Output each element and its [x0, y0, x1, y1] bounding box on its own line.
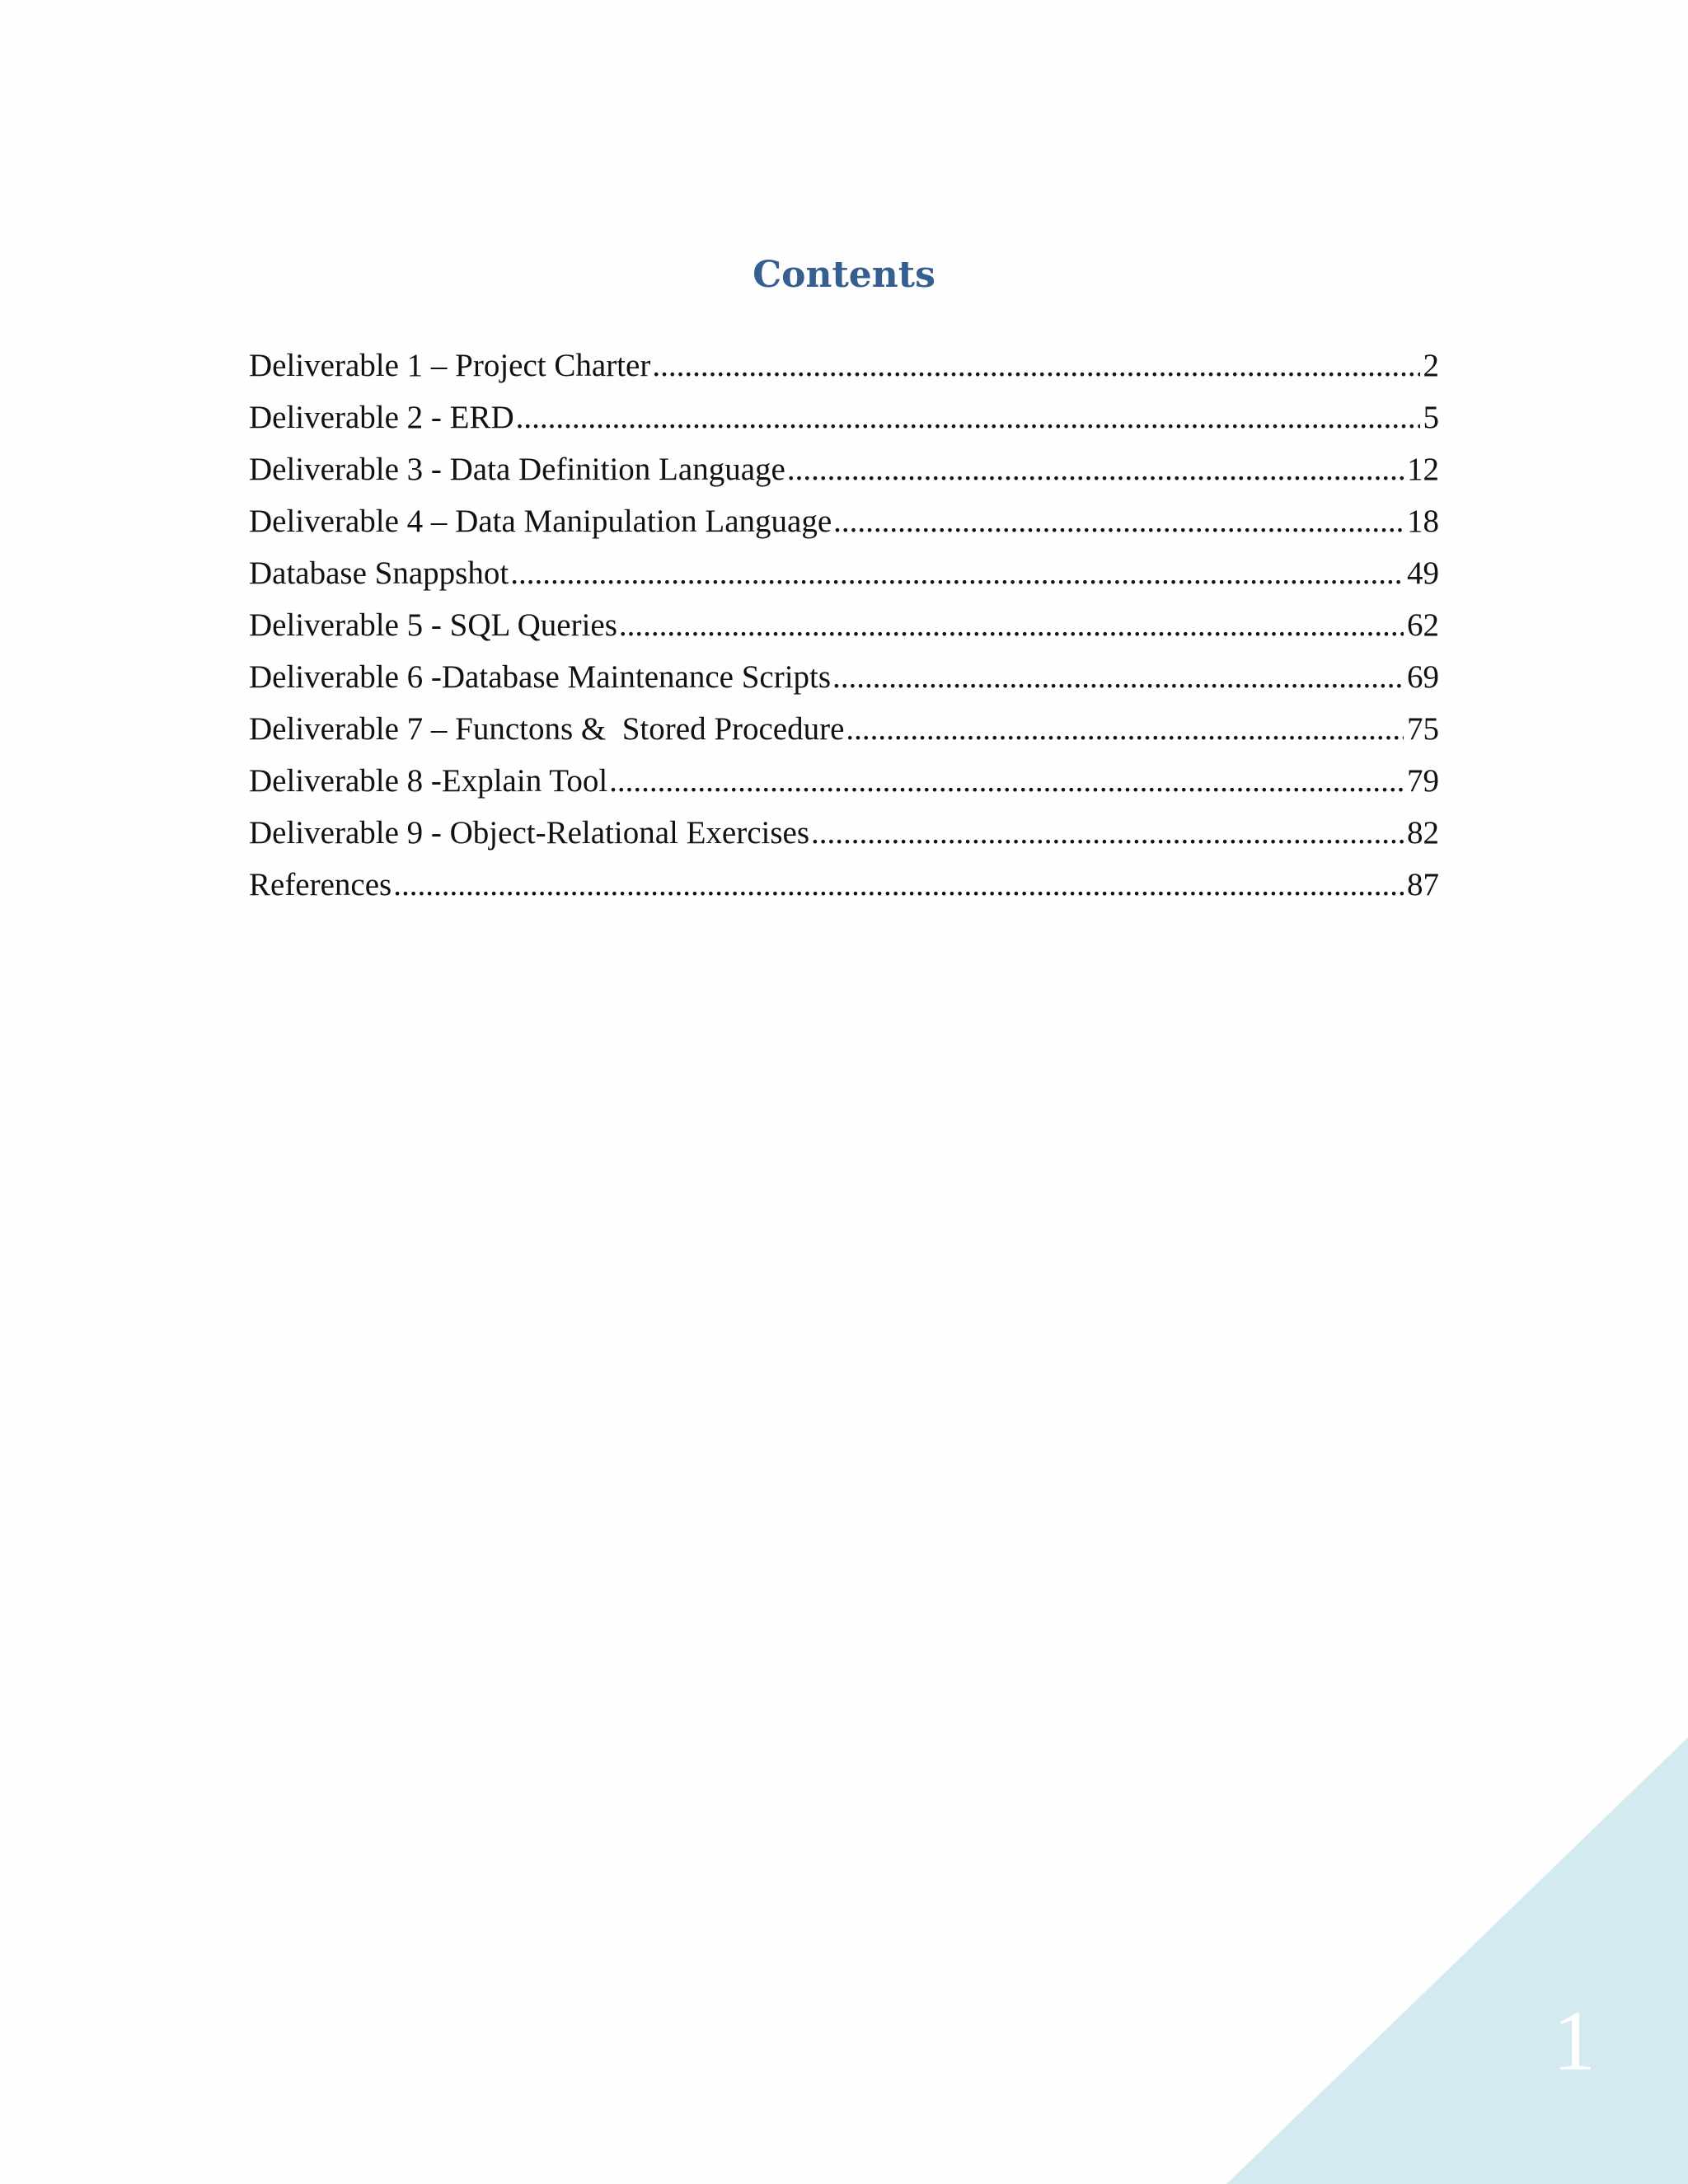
toc-entry-deliverable-6[interactable]	[249, 651, 1439, 703]
toc-entry-label: Database Snappshot	[249, 555, 509, 591]
toc-entry-label: Deliverable 3 - Data Definition Language	[249, 452, 785, 487]
toc-entry-label: Deliverable 7 – Functons & Stored Procedure	[249, 711, 845, 747]
toc-dot-leader	[832, 651, 1404, 703]
toc-entry-deliverable-1[interactable]	[249, 340, 1439, 391]
table-of-contents	[249, 340, 1439, 911]
toc-entry-references[interactable]	[249, 859, 1439, 911]
toc-entry-deliverable-3[interactable]	[249, 443, 1439, 495]
toc-entry-page: 12	[1407, 452, 1439, 487]
toc-entry-page: 82	[1407, 815, 1439, 851]
page-number: 1	[1553, 1994, 1596, 2088]
toc-dot-leader	[609, 755, 1404, 807]
toc-entry-deliverable-7[interactable]	[249, 703, 1439, 755]
toc-entry-page: 5	[1423, 400, 1439, 435]
toc-entry-deliverable-4[interactable]	[249, 495, 1439, 547]
toc-entry-page: 75	[1407, 711, 1439, 747]
toc-entry-label: Deliverable 1 – Project Charter	[249, 348, 651, 383]
toc-entry-page: 62	[1407, 607, 1439, 643]
toc-entry-label: Deliverable 9 - Object-Relational Exercises	[249, 815, 810, 851]
toc-entry-page: 79	[1407, 763, 1439, 799]
toc-entry-database-snapshot[interactable]	[249, 547, 1439, 599]
toc-entry-deliverable-2[interactable]	[249, 391, 1439, 443]
toc-entry-page: 49	[1407, 555, 1439, 591]
toc-entry-page: 2	[1423, 348, 1439, 383]
toc-dot-leader	[811, 807, 1404, 859]
toc-dot-leader	[510, 547, 1404, 599]
toc-dot-leader	[652, 340, 1419, 391]
toc-entry-page: 18	[1407, 504, 1439, 539]
toc-entry-page: 87	[1407, 867, 1439, 902]
toc-dot-leader	[516, 391, 1420, 443]
toc-entry-label: Deliverable 4 – Data Manipulation Language	[249, 504, 832, 539]
toc-entry-label: Deliverable 5 - SQL Queries	[249, 607, 617, 643]
corner-decoration	[1226, 1737, 1688, 2184]
toc-dot-leader	[846, 703, 1404, 755]
toc-entry-page: 69	[1407, 659, 1439, 695]
toc-entry-deliverable-9[interactable]	[249, 807, 1439, 859]
toc-title: Contents	[753, 254, 935, 296]
toc-entry-label: Deliverable 6 -Database Maintenance Scripts	[249, 659, 832, 695]
toc-dot-leader	[619, 599, 1404, 651]
toc-entry-label: Deliverable 2 - ERD	[249, 400, 514, 435]
toc-entry-label: Deliverable 8 -Explain Tool	[249, 763, 608, 799]
toc-dot-leader	[833, 495, 1404, 547]
toc-dot-leader	[393, 859, 1404, 911]
toc-dot-leader	[787, 443, 1404, 495]
toc-entry-deliverable-5[interactable]	[249, 599, 1439, 651]
toc-entry-label: References	[249, 867, 392, 902]
toc-entry-deliverable-8[interactable]	[249, 755, 1439, 807]
